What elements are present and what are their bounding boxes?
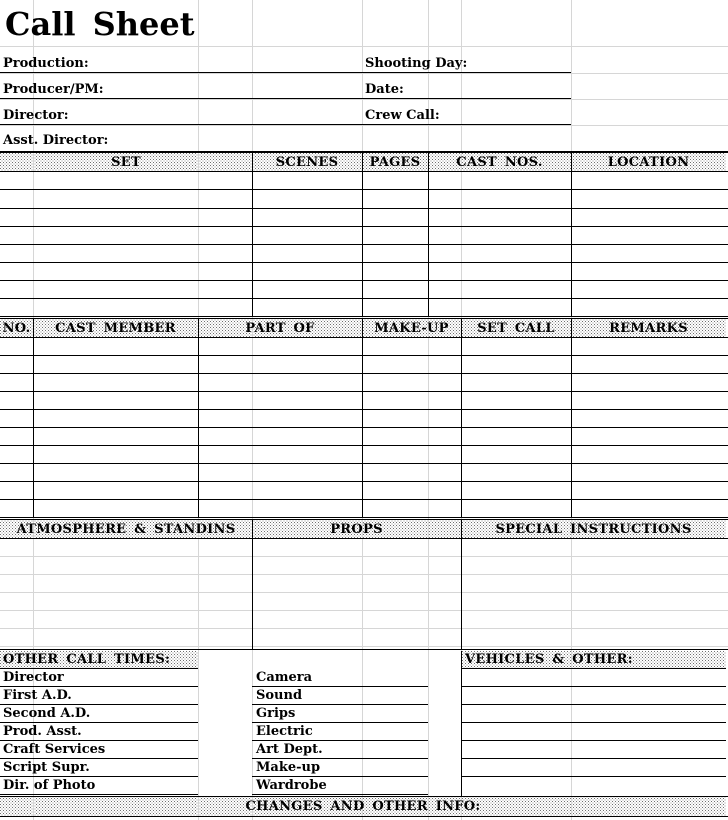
call-time-camera: Camera bbox=[256, 670, 313, 685]
date-label: Date: bbox=[365, 82, 404, 97]
gridline bbox=[0, 592, 728, 593]
rule-line bbox=[0, 445, 728, 446]
production-label: Production: bbox=[3, 56, 89, 71]
rule-line bbox=[0, 208, 728, 209]
rule-line bbox=[0, 686, 198, 687]
vehicles-header: VEHICLES & OTHER: bbox=[465, 652, 633, 667]
rule-line bbox=[0, 499, 728, 500]
rule-line bbox=[571, 153, 572, 316]
call-time-second-ad: Second A.D. bbox=[3, 706, 91, 721]
rule-line bbox=[252, 704, 428, 705]
rule-line bbox=[252, 794, 428, 795]
pages-header: PAGES bbox=[369, 155, 421, 170]
cast-nos-header: CAST NOS. bbox=[456, 155, 543, 170]
call-time-director: Director bbox=[3, 670, 64, 685]
make-up-header: MAKE-UP bbox=[374, 321, 449, 336]
rule-line bbox=[461, 319, 462, 517]
rule-line bbox=[252, 520, 253, 650]
rule-line bbox=[461, 740, 726, 741]
rule-line bbox=[362, 153, 363, 316]
rule-line bbox=[461, 722, 726, 723]
rule-line bbox=[461, 758, 726, 759]
cast-member-header: CAST MEMBER bbox=[55, 321, 176, 336]
other-call-times-header: OTHER CALL TIMES: bbox=[3, 652, 171, 667]
rule-line bbox=[0, 391, 728, 392]
gridline bbox=[428, 0, 429, 820]
page-title: Call Sheet bbox=[5, 5, 195, 43]
rule-line bbox=[0, 517, 728, 518]
call-time-dir-of-photo: Dir. of Photo bbox=[3, 778, 96, 793]
rule-line bbox=[0, 794, 198, 795]
rule-line bbox=[0, 796, 728, 797]
call-time-grips: Grips bbox=[256, 706, 296, 721]
shooting-day-label: Shooting Day: bbox=[365, 56, 468, 71]
rule-line bbox=[461, 686, 726, 687]
call-time-electric: Electric bbox=[256, 724, 313, 739]
rule-line bbox=[33, 319, 34, 517]
rule-line bbox=[0, 409, 728, 410]
gridline bbox=[0, 646, 728, 647]
set-call-header: SET CALL bbox=[477, 321, 555, 336]
gridline bbox=[0, 99, 728, 100]
gridline bbox=[0, 73, 728, 74]
gridline bbox=[0, 574, 728, 575]
atmosphere-header: ATMOSPHERE & STANDINS bbox=[16, 522, 236, 537]
rule-line bbox=[0, 373, 728, 374]
rule-line bbox=[0, 171, 728, 172]
call-time-craft-services: Craft Services bbox=[3, 742, 106, 757]
rule-line bbox=[0, 704, 198, 705]
rule-line bbox=[0, 189, 728, 190]
rule-line bbox=[0, 776, 198, 777]
producer-pm-label: Producer/PM: bbox=[3, 82, 104, 97]
rule-line bbox=[0, 151, 728, 153]
rule-line bbox=[0, 72, 571, 73]
rule-line bbox=[428, 153, 429, 316]
rule-line bbox=[0, 427, 728, 428]
gridline bbox=[0, 556, 728, 557]
rule-line bbox=[0, 280, 728, 281]
rule-line bbox=[362, 319, 363, 517]
remarks-header: REMARKS bbox=[609, 321, 688, 336]
gridline bbox=[252, 0, 253, 820]
rule-line bbox=[0, 355, 728, 356]
rule-line bbox=[461, 704, 726, 705]
call-time-sound: Sound bbox=[256, 688, 303, 703]
rule-line bbox=[0, 226, 728, 227]
rule-line bbox=[461, 776, 726, 777]
special-instructions-header: SPECIAL INSTRUCTIONS bbox=[495, 522, 692, 537]
asst-director-label: Asst. Director: bbox=[3, 133, 109, 148]
rule-line bbox=[461, 520, 462, 650]
rule-line bbox=[0, 244, 728, 245]
gridline bbox=[0, 610, 728, 611]
call-time-wardrobe: Wardrobe bbox=[256, 778, 327, 793]
rule-line bbox=[252, 722, 428, 723]
rule-line bbox=[0, 481, 728, 482]
crew-call-label: Crew Call: bbox=[365, 108, 440, 123]
rule-line bbox=[0, 668, 198, 669]
rule-line bbox=[0, 337, 728, 338]
rule-line bbox=[252, 153, 253, 316]
rule-line bbox=[198, 319, 199, 517]
part-of-header: PART OF bbox=[245, 321, 315, 336]
rule-line bbox=[0, 318, 728, 319]
gridline bbox=[0, 628, 728, 629]
set-header: SET bbox=[111, 155, 141, 170]
rule-line bbox=[0, 262, 728, 263]
rule-line bbox=[0, 740, 198, 741]
scenes-header: SCENES bbox=[275, 155, 339, 170]
rule-line bbox=[0, 519, 728, 520]
rule-line bbox=[0, 649, 728, 650]
director-label: Director: bbox=[3, 108, 69, 123]
rule-line bbox=[0, 816, 728, 817]
rule-line bbox=[252, 776, 428, 777]
rule-line bbox=[0, 316, 728, 317]
rule-line bbox=[252, 686, 428, 687]
rule-line bbox=[0, 722, 198, 723]
call-time-script-supr: Script Supr. bbox=[3, 760, 90, 775]
rule-line bbox=[0, 298, 728, 299]
gridline bbox=[0, 125, 728, 126]
no-header: NO. bbox=[2, 321, 31, 336]
rule-line bbox=[252, 758, 428, 759]
call-time-prod-asst: Prod. Asst. bbox=[3, 724, 82, 739]
rule-line bbox=[0, 538, 728, 539]
rule-line bbox=[252, 740, 428, 741]
rule-line bbox=[0, 463, 728, 464]
changes-header: CHANGES AND OTHER INFO: bbox=[245, 799, 481, 814]
rule-line bbox=[0, 98, 571, 99]
rule-line bbox=[0, 758, 198, 759]
call-time-make-up: Make-up bbox=[256, 760, 321, 775]
props-header: PROPS bbox=[330, 522, 383, 537]
rule-line bbox=[0, 124, 571, 125]
call-time-art-dept: Art Dept. bbox=[256, 742, 323, 757]
rule-line bbox=[461, 668, 726, 669]
location-header: LOCATION bbox=[607, 155, 690, 170]
call-time-first-ad: First A.D. bbox=[3, 688, 72, 703]
rule-line bbox=[571, 319, 572, 517]
gridline bbox=[0, 46, 728, 47]
